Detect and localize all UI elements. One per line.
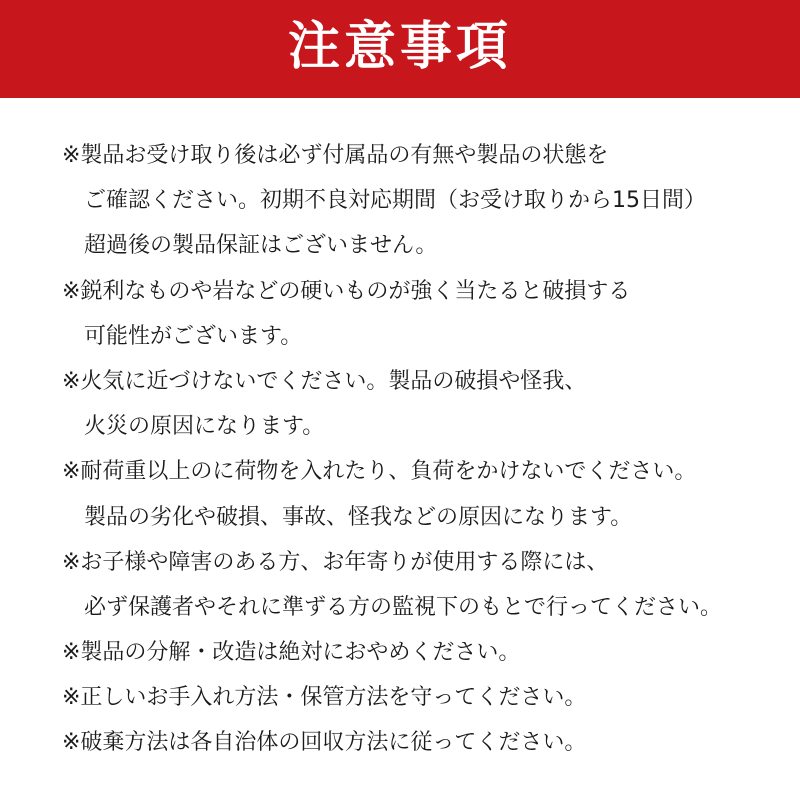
caution-notes bbox=[62, 133, 782, 766]
note-line: ※お子様や障害のある方、お年寄りが使用する際には、 bbox=[62, 549, 609, 575]
note-line: ご確認ください。初期不良対応期間（お受け取りから15日間） bbox=[84, 188, 706, 214]
note-receipt-check bbox=[62, 133, 782, 269]
note-supervision bbox=[62, 540, 782, 630]
note-line: 製品の劣化や破損、事故、怪我などの原因になります。 bbox=[84, 504, 633, 530]
note-line: ※破棄方法は各自治体の回収方法に従ってください。 bbox=[62, 730, 587, 756]
note-line: 可能性がございます。 bbox=[84, 323, 303, 349]
note-line: 火災の原因になります。 bbox=[84, 414, 325, 440]
note-disposal bbox=[62, 720, 782, 765]
note-load-limit bbox=[62, 449, 782, 539]
note-line: ※火気に近づけないでください。製品の破損や怪我、 bbox=[62, 368, 587, 394]
page-title: 注意事項 bbox=[287, 17, 512, 77]
note-line: ※鋭利なものや岩などの硬いものが強く当たると破損する bbox=[62, 278, 631, 304]
note-line: ※製品の分解・改造は絶対におやめください。 bbox=[62, 640, 521, 666]
header-banner bbox=[0, 0, 800, 98]
note-care-storage bbox=[62, 675, 782, 720]
note-fire bbox=[62, 359, 782, 449]
note-line: ※正しいお手入れ方法・保管方法を守ってください。 bbox=[62, 685, 587, 711]
note-line: ※製品お受け取り後は必ず付属品の有無や製品の状態を bbox=[62, 143, 609, 168]
note-line: 必ず保護者やそれに準ずる方の監視下のもとで行ってください。 bbox=[84, 594, 723, 620]
note-line: ※耐荷重以上のに荷物を入れたり、負荷をかけないでください。 bbox=[62, 459, 697, 485]
note-line: 超過後の製品保証はございません。 bbox=[84, 233, 438, 259]
note-no-disassembly bbox=[62, 630, 782, 675]
note-impact-damage bbox=[62, 269, 782, 359]
